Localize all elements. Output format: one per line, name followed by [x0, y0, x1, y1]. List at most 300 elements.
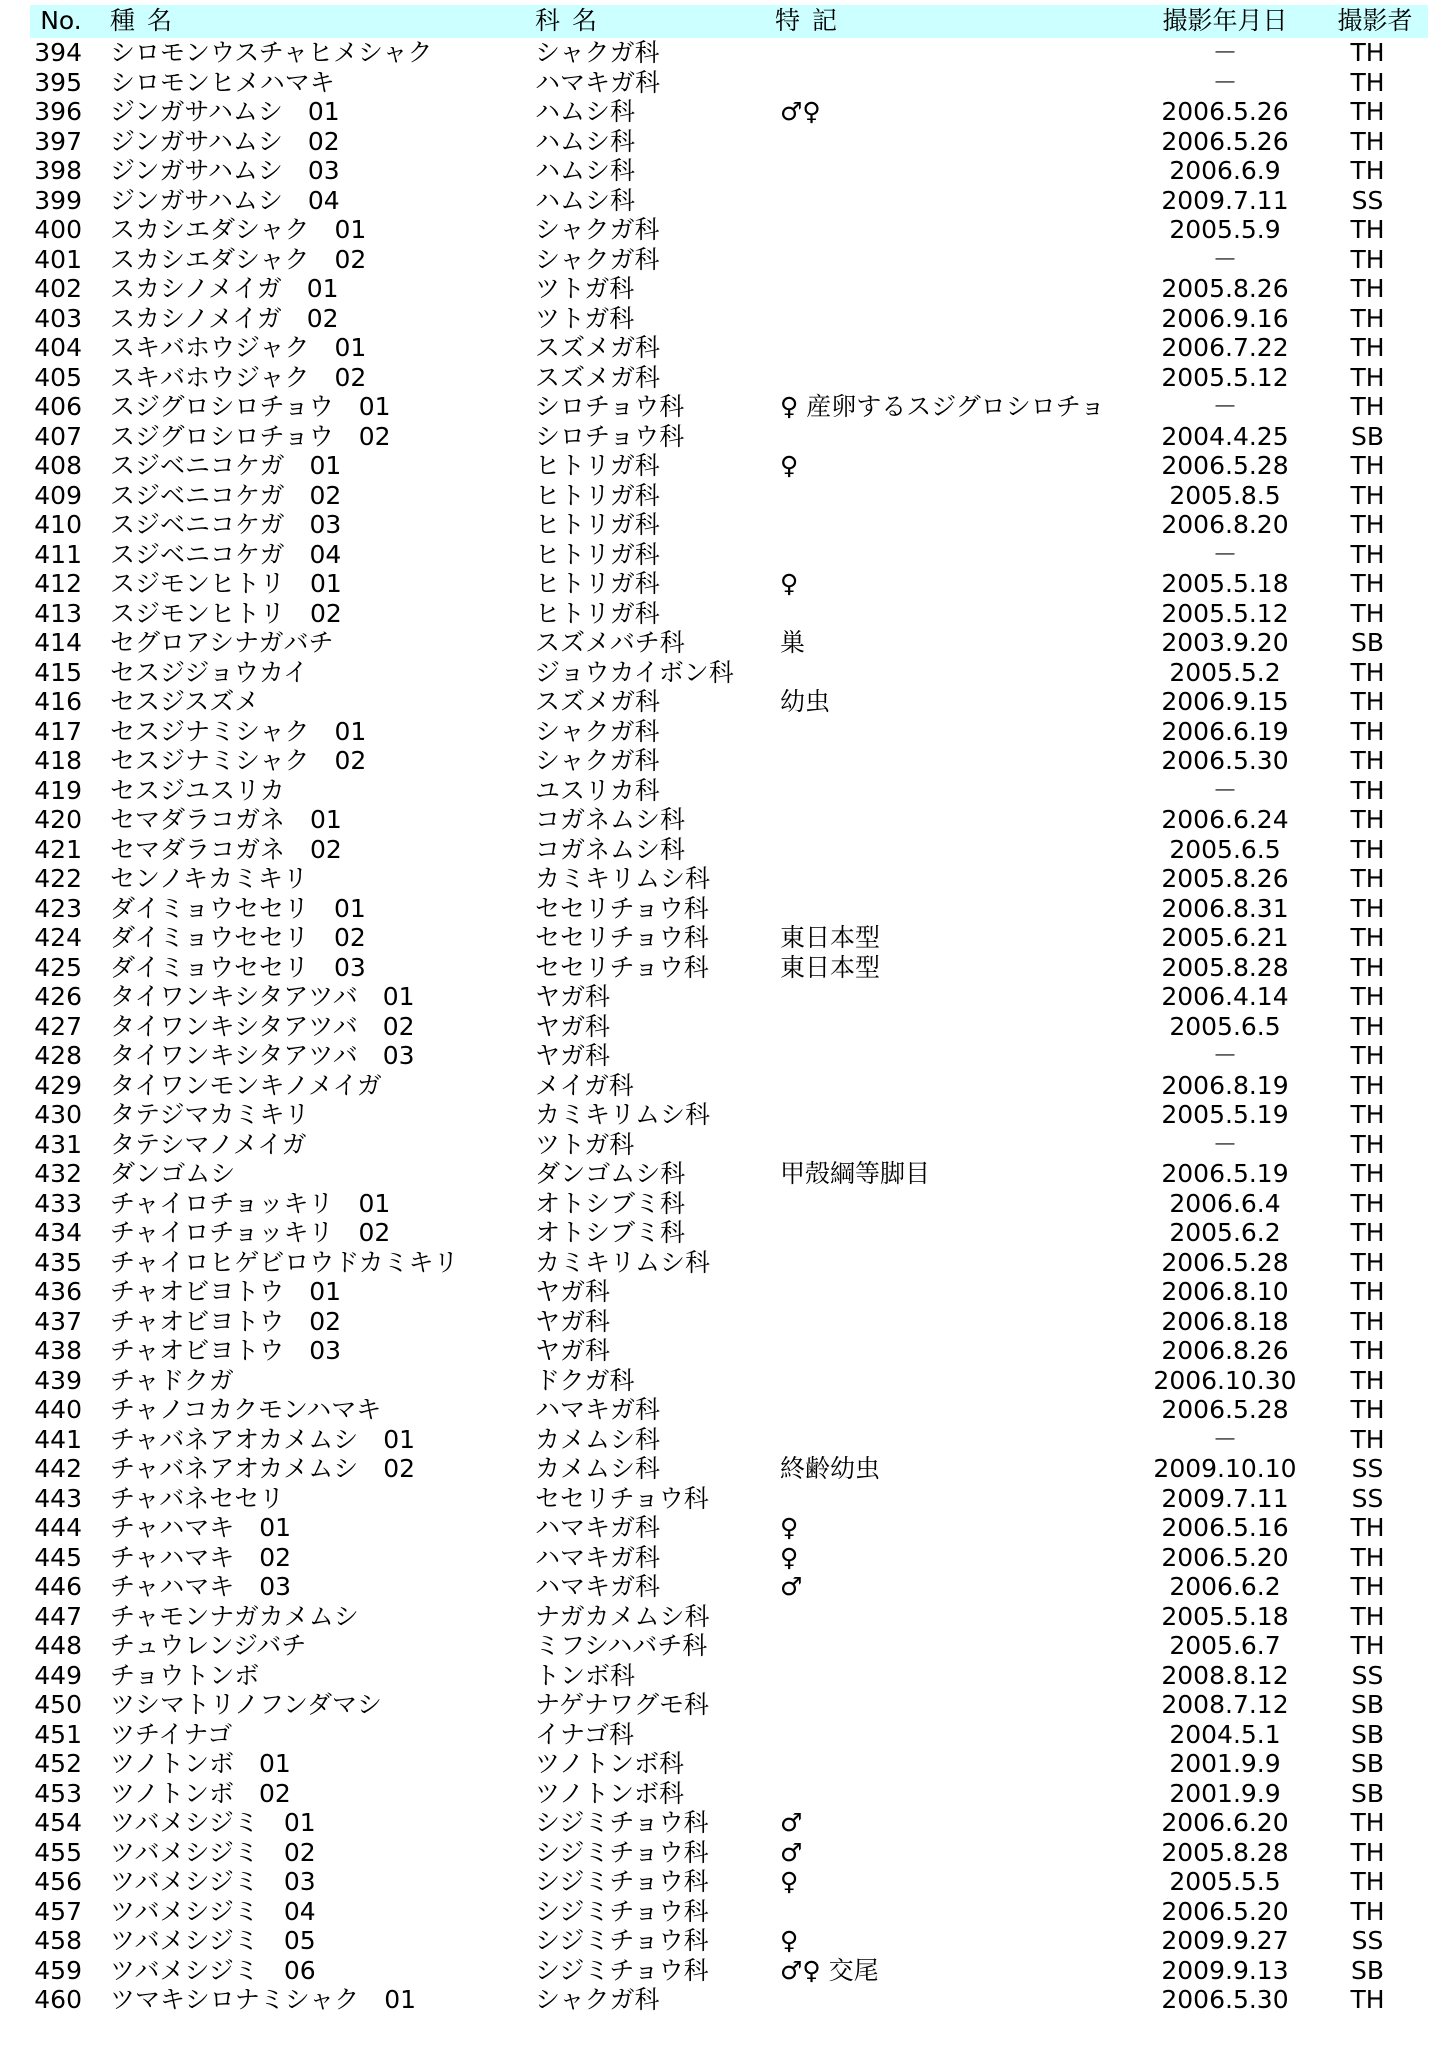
cell-species-name: ツバメシジミ 06	[110, 1955, 316, 1985]
cell-family: ツトガ科	[535, 274, 635, 303]
cell-no: 455	[34, 1837, 82, 1867]
cell-family: カミキリムシ科	[535, 1247, 711, 1277]
cell-photo-date: 2006.5.20	[1161, 1896, 1289, 1926]
cell-species-name: シロモンウスチャヒメシャク	[110, 38, 433, 67]
cell-photo-date: 2005.5.2	[1169, 657, 1281, 687]
cell-photo-date: 2001.9.9	[1169, 1778, 1281, 1808]
cell-photo-date: 2005.6.5	[1169, 1011, 1281, 1041]
cell-note: ♂♀	[780, 97, 821, 126]
cell-photo-date: 2004.4.25	[1161, 421, 1289, 451]
cell-family: スズメガ科	[535, 362, 661, 392]
cell-photographer: TH	[1350, 1011, 1385, 1041]
cell-photographer: TH	[1350, 451, 1385, 480]
cell-family: ヤガ科	[535, 1306, 611, 1336]
table-row	[0, 1484, 1433, 1514]
cell-family: オトシブミ科	[535, 1188, 686, 1218]
cell-family: ツノトンボ科	[535, 1778, 685, 1808]
cell-no: 444	[34, 1513, 82, 1542]
cell-species-name: タテジマカミキリ	[110, 1100, 310, 1129]
table-row	[0, 923, 1433, 953]
table-row	[0, 1425, 1433, 1455]
cell-no: 428	[34, 1041, 82, 1070]
cell-no: 421	[34, 834, 82, 864]
cell-no: 412	[34, 569, 82, 598]
cell-family: ツノトンボ科	[535, 1749, 685, 1778]
cell-family: ヤガ科	[535, 982, 611, 1011]
table-row	[0, 127, 1433, 157]
header-photo-date: 撮影年月日	[1162, 6, 1288, 35]
cell-species-name: セスジナミシャク 01	[110, 716, 367, 746]
cell-photographer: TH	[1350, 215, 1385, 244]
cell-no: 458	[34, 1926, 82, 1955]
cell-species-name: ツバメシジミ 05	[110, 1926, 316, 1955]
cell-photo-date: 2005.5.9	[1169, 215, 1281, 244]
header-species-name: 種名	[110, 6, 185, 35]
cell-species-name: ジンガサハムシ 02	[110, 126, 340, 156]
cell-photographer: TH	[1350, 1808, 1385, 1837]
cell-no: 452	[34, 1749, 82, 1778]
cell-photographer: TH	[1350, 1218, 1385, 1247]
cell-photographer: TH	[1350, 716, 1385, 746]
cell-no: 405	[34, 362, 82, 392]
cell-photo-date: 2006.6.4	[1169, 1188, 1281, 1218]
table-row	[0, 1897, 1433, 1927]
cell-species-name: セスジナミシャク 02	[110, 746, 367, 775]
table-row	[0, 1543, 1433, 1573]
cell-family: ミフシハバチ科	[535, 1631, 708, 1660]
cell-photographer: SB	[1350, 1749, 1385, 1778]
table-header	[30, 5, 1428, 38]
cell-species-name: チャドクガ	[110, 1365, 234, 1395]
table-row	[0, 1838, 1433, 1868]
cell-photographer: TH	[1350, 1867, 1385, 1896]
cell-species-name: セマダラコガネ 01	[110, 805, 342, 834]
cell-photo-date: －	[1212, 1041, 1238, 1070]
table-row	[0, 569, 1433, 599]
cell-photographer: TH	[1350, 1159, 1385, 1188]
cell-family: シロチョウ科	[535, 421, 685, 451]
cell-family: シャクガ科	[535, 1985, 660, 2014]
cell-no: 436	[34, 1277, 82, 1306]
cell-no: 408	[34, 451, 82, 480]
cell-no: 459	[34, 1955, 82, 1985]
cell-photographer: SB	[1350, 421, 1385, 451]
cell-species-name: ツバメシジミ 01	[110, 1808, 316, 1837]
cell-photo-date: －	[1212, 539, 1238, 569]
table-row	[0, 1661, 1433, 1691]
cell-photographer: TH	[1350, 1100, 1385, 1129]
cell-photo-date: 2001.9.9	[1169, 1749, 1281, 1778]
cell-photographer: TH	[1350, 38, 1385, 67]
cell-species-name: ダイミョウセセリ 01	[110, 893, 366, 923]
cell-species-name: スジグロシロチョウ 01	[110, 392, 391, 421]
cell-photographer: TH	[1350, 333, 1385, 362]
cell-species-name: タイワンキシタアツバ 01	[110, 982, 415, 1011]
cell-species-name: チャオビヨトウ 01	[110, 1277, 342, 1306]
cell-species-name: チャモンナガカメムシ	[110, 1601, 359, 1631]
cell-note: ♀	[780, 1867, 799, 1896]
cell-family: ヒトリガ科	[535, 510, 660, 539]
cell-no: 445	[34, 1542, 82, 1572]
table-row	[0, 1159, 1433, 1189]
cell-family: ハマキガ科	[535, 1542, 661, 1572]
cell-photo-date: 2006.10.30	[1153, 1365, 1297, 1395]
cell-family: カメムシ科	[535, 1424, 661, 1454]
cell-photographer: TH	[1350, 1336, 1385, 1365]
cell-note: ♀	[780, 1513, 799, 1542]
cell-photo-date: －	[1212, 67, 1238, 97]
cell-species-name: ツバメシジミ 02	[110, 1837, 316, 1867]
cell-no: 442	[34, 1454, 82, 1483]
cell-note: ♂	[780, 1837, 803, 1867]
cell-photo-date: 2005.8.26	[1161, 864, 1289, 893]
cell-photo-date: 2006.9.15	[1161, 687, 1289, 716]
cell-species-name: スカシノメイガ 02	[110, 303, 339, 333]
table-row	[0, 97, 1433, 127]
cell-photographer: TH	[1350, 1041, 1385, 1070]
cell-note: ♀	[780, 569, 799, 598]
cell-photographer: TH	[1350, 1306, 1385, 1336]
table-row	[0, 1631, 1433, 1661]
cell-no: 431	[34, 1129, 82, 1159]
cell-photo-date: 2005.8.28	[1161, 1837, 1289, 1867]
cell-photographer: TH	[1350, 1837, 1385, 1867]
cell-family: ヤガ科	[535, 1277, 611, 1306]
table-row	[0, 982, 1433, 1012]
cell-photographer: TH	[1350, 1277, 1385, 1306]
cell-no: 447	[34, 1601, 82, 1631]
cell-photo-date: 2006.5.19	[1161, 1159, 1289, 1188]
cell-note: 幼虫	[780, 687, 831, 716]
cell-no: 397	[34, 126, 82, 156]
table-row	[0, 746, 1433, 776]
cell-photographer: TH	[1350, 1601, 1385, 1631]
cell-photo-date: 2006.6.9	[1169, 156, 1281, 185]
cell-photo-date: 2008.7.12	[1161, 1690, 1289, 1719]
table-row	[0, 1189, 1433, 1219]
header-no: No.	[40, 6, 82, 35]
cell-no: 432	[34, 1159, 82, 1188]
table-row	[0, 599, 1433, 629]
cell-photo-date: －	[1212, 392, 1238, 421]
cell-photographer: TH	[1350, 362, 1385, 392]
cell-family: コガネムシ科	[535, 805, 686, 834]
cell-species-name: チョウトンボ	[110, 1660, 260, 1690]
cell-no: 457	[34, 1896, 82, 1926]
table-row	[0, 864, 1433, 894]
cell-photographer: TH	[1350, 480, 1385, 510]
table-row	[0, 1100, 1433, 1130]
table-row	[0, 1336, 1433, 1366]
table-row	[0, 1985, 1433, 2015]
cell-species-name: チャオビヨトウ 02	[110, 1306, 342, 1336]
cell-photographer: SB	[1350, 1690, 1385, 1719]
header-note: 特記	[775, 6, 850, 35]
cell-note: ♂	[780, 1572, 803, 1601]
cell-family: セセリチョウ科	[535, 893, 709, 923]
table-row	[0, 1956, 1433, 1986]
cell-photo-date: 2006.5.16	[1161, 1513, 1289, 1542]
cell-family: カメムシ科	[535, 1454, 661, 1483]
cell-photo-date: －	[1212, 1129, 1238, 1159]
table-row	[0, 1513, 1433, 1543]
cell-photographer: TH	[1350, 1395, 1385, 1424]
cell-photo-date: 2006.5.20	[1161, 1542, 1289, 1572]
cell-photographer: TH	[1350, 274, 1385, 303]
cell-photo-date: 2005.5.19	[1161, 1100, 1289, 1129]
cell-family: スズメガ科	[535, 687, 661, 716]
cell-note: ♀	[780, 1542, 799, 1572]
cell-photographer: TH	[1350, 1896, 1385, 1926]
cell-no: 411	[34, 539, 82, 569]
cell-photographer: TH	[1350, 303, 1385, 333]
cell-species-name: スカシノメイガ 01	[110, 274, 339, 303]
cell-photographer: TH	[1350, 510, 1385, 539]
cell-species-name: チャバネアオカメムシ 02	[110, 1454, 416, 1483]
table-row	[0, 1395, 1433, 1425]
cell-species-name: スキバホウジャク 01	[110, 333, 367, 362]
cell-photographer: TH	[1350, 893, 1385, 923]
cell-photographer: TH	[1350, 97, 1385, 126]
cell-photo-date: 2006.8.26	[1161, 1336, 1289, 1365]
cell-no: 414	[34, 628, 82, 657]
table-row	[0, 186, 1433, 216]
cell-family: ツトガ科	[535, 1129, 635, 1159]
cell-family: シロチョウ科	[535, 392, 685, 421]
cell-no: 396	[34, 97, 82, 126]
cell-no: 440	[34, 1395, 82, 1424]
cell-species-name: チュウレンジバチ	[110, 1631, 307, 1660]
cell-photo-date: 2005.8.28	[1161, 952, 1289, 982]
cell-photo-date: 2006.8.31	[1161, 893, 1289, 923]
cell-photo-date: 2006.5.28	[1161, 1247, 1289, 1277]
cell-no: 439	[34, 1365, 82, 1395]
table-row	[0, 510, 1433, 540]
cell-family: コガネムシ科	[535, 834, 686, 864]
cell-no: 434	[34, 1218, 82, 1247]
cell-note: 東日本型	[780, 952, 881, 982]
cell-photographer: SB	[1350, 1719, 1385, 1749]
table-row	[0, 717, 1433, 747]
cell-species-name: センノキカミキリ	[110, 864, 309, 893]
cell-species-name: タイワンキシタアツバ 03	[110, 1041, 415, 1070]
table-row	[0, 1454, 1433, 1484]
cell-species-name: タイワンモンキノメイガ	[110, 1070, 382, 1100]
table-row	[0, 1808, 1433, 1838]
cell-no: 415	[34, 657, 82, 687]
cell-family: ハムシ科	[535, 185, 636, 215]
cell-no: 402	[34, 274, 82, 303]
table-row	[0, 776, 1433, 806]
cell-family: ジョウカイボン科	[535, 657, 734, 687]
cell-no: 401	[34, 244, 82, 274]
cell-no: 446	[34, 1572, 82, 1601]
cell-species-name: ジンガサハムシ 04	[110, 185, 340, 215]
cell-photo-date: 2006.8.18	[1161, 1306, 1289, 1336]
cell-family: メイガ科	[535, 1070, 634, 1100]
cell-photographer: TH	[1350, 67, 1385, 97]
cell-no: 429	[34, 1070, 82, 1100]
cell-photo-date: 2005.5.18	[1161, 569, 1289, 598]
cell-family: ナゲナワグモ科	[535, 1690, 710, 1719]
cell-photo-date: 2005.5.5	[1169, 1867, 1281, 1896]
cell-family: ハムシ科	[535, 126, 636, 156]
cell-species-name: チャハマキ 01	[110, 1513, 292, 1542]
table-row	[0, 1071, 1433, 1101]
cell-no: 403	[34, 303, 82, 333]
cell-photo-date: 2005.8.26	[1161, 274, 1289, 303]
cell-photo-date: 2005.8.5	[1169, 480, 1281, 510]
cell-no: 456	[34, 1867, 82, 1896]
cell-species-name: セスジユスリカ	[110, 775, 285, 805]
cell-family: オトシブミ科	[535, 1218, 686, 1247]
table-row	[0, 1926, 1433, 1956]
cell-no: 426	[34, 982, 82, 1011]
cell-family: ヒトリガ科	[535, 598, 660, 628]
cell-no: 449	[34, 1660, 82, 1690]
cell-family: トンボ科	[535, 1660, 636, 1690]
cell-note: ♀	[780, 1926, 799, 1955]
cell-species-name: チャイロチョッキリ 02	[110, 1218, 391, 1247]
cell-photographer: SB	[1350, 1955, 1385, 1985]
cell-species-name: タテシマノメイガ	[110, 1129, 307, 1159]
cell-species-name: ツシマトリノフンダマシ	[110, 1690, 383, 1719]
table-row	[0, 1690, 1433, 1720]
table-row	[0, 304, 1433, 334]
cell-no: 416	[34, 687, 82, 716]
cell-family: シャクガ科	[535, 716, 660, 746]
cell-photographer: TH	[1350, 1985, 1385, 2014]
table-row	[0, 245, 1433, 275]
cell-species-name: ツノトンボ 02	[110, 1778, 291, 1808]
cell-photographer: TH	[1350, 1247, 1385, 1277]
cell-species-name: スジベニコケガ 02	[110, 480, 342, 510]
cell-family: ハマキガ科	[535, 1513, 661, 1542]
cell-no: 404	[34, 333, 82, 362]
cell-no: 417	[34, 716, 82, 746]
cell-no: 422	[34, 864, 82, 893]
cell-photographer: TH	[1350, 687, 1385, 716]
cell-photo-date: 2005.5.18	[1161, 1601, 1289, 1631]
header-photographer: 撮影者	[1337, 6, 1413, 35]
cell-family: ハマキガ科	[535, 1395, 661, 1424]
cell-photo-date: 2005.6.21	[1161, 923, 1289, 952]
cell-photo-date: 2009.7.11	[1161, 1483, 1289, 1513]
cell-no: 398	[34, 156, 82, 185]
cell-species-name: チャイロヒゲビロウドカミキリ	[110, 1247, 459, 1277]
cell-no: 441	[34, 1424, 82, 1454]
table-row	[0, 1277, 1433, 1307]
cell-note: 終齢幼虫	[780, 1454, 881, 1483]
cell-species-name: スジモンヒトリ 02	[110, 598, 342, 628]
cell-family: シジミチョウ科	[535, 1867, 709, 1896]
cell-species-name: チャバネアオカメムシ 01	[110, 1424, 416, 1454]
cell-photographer: SS	[1351, 1926, 1384, 1955]
cell-photo-date: 2009.9.27	[1161, 1926, 1289, 1955]
cell-photo-date: 2008.8.12	[1161, 1660, 1289, 1690]
cell-species-name: スカシエダシャク 02	[110, 244, 367, 274]
cell-no: 399	[34, 185, 82, 215]
cell-species-name: ジンガサハムシ 03	[110, 156, 340, 185]
cell-species-name: ツバメシジミ 03	[110, 1867, 316, 1896]
cell-no: 460	[34, 1985, 82, 2014]
cell-no: 453	[34, 1778, 82, 1808]
cell-photo-date: 2006.6.19	[1161, 716, 1289, 746]
cell-photo-date: 2003.9.20	[1161, 628, 1289, 657]
table-row	[0, 1366, 1433, 1396]
cell-species-name: セマダラコガネ 02	[110, 834, 342, 864]
table-row	[0, 1779, 1433, 1809]
cell-photo-date: 2004.5.1	[1169, 1719, 1281, 1749]
cell-species-name: チャノコカクモンハマキ	[110, 1395, 382, 1424]
cell-species-name: セグロアシナガバチ	[110, 628, 334, 657]
cell-family: ヒトリガ科	[535, 569, 660, 598]
cell-photo-date: 2006.6.24	[1161, 805, 1289, 834]
cell-family: ダンゴムシ科	[535, 1159, 686, 1188]
cell-photo-date: 2005.6.2	[1169, 1218, 1281, 1247]
cell-photographer: TH	[1350, 775, 1385, 805]
table-row	[0, 658, 1433, 688]
cell-species-name: ツノトンボ 01	[110, 1749, 291, 1778]
cell-photographer: TH	[1350, 244, 1385, 274]
cell-photo-date: 2006.8.19	[1161, 1070, 1289, 1100]
table-row	[0, 68, 1433, 98]
table-row	[0, 392, 1433, 422]
table-row	[0, 481, 1433, 511]
cell-family: カミキリムシ科	[535, 1100, 711, 1129]
cell-photo-date: 2006.4.14	[1161, 982, 1289, 1011]
cell-photographer: TH	[1350, 1070, 1385, 1100]
cell-no: 427	[34, 1011, 82, 1041]
cell-no: 407	[34, 421, 82, 451]
cell-no: 454	[34, 1808, 82, 1837]
cell-photo-date: 2006.8.20	[1161, 510, 1289, 539]
cell-photographer: TH	[1350, 805, 1385, 834]
cell-photographer: TH	[1350, 1424, 1385, 1454]
table-row	[0, 1130, 1433, 1160]
cell-photographer: TH	[1350, 1631, 1385, 1660]
table-row	[0, 1307, 1433, 1337]
cell-photo-date: 2006.9.16	[1161, 303, 1289, 333]
cell-species-name: タイワンキシタアツバ 02	[110, 1011, 415, 1041]
table-row	[0, 422, 1433, 452]
cell-photo-date: 2006.8.10	[1161, 1277, 1289, 1306]
table-row	[0, 953, 1433, 983]
cell-photo-date: －	[1212, 775, 1238, 805]
cell-photo-date: －	[1212, 38, 1238, 67]
cell-family: シジミチョウ科	[535, 1955, 709, 1985]
cell-family: シャクガ科	[535, 38, 660, 67]
cell-no: 435	[34, 1247, 82, 1277]
cell-photo-date: 2006.5.28	[1161, 451, 1289, 480]
cell-photographer: TH	[1350, 598, 1385, 628]
cell-note: 東日本型	[780, 923, 881, 952]
cell-family: ヒトリガ科	[535, 539, 660, 569]
cell-photographer: SB	[1350, 1778, 1385, 1808]
cell-photographer: TH	[1350, 952, 1385, 982]
table-row	[0, 805, 1433, 835]
cell-family: ヤガ科	[535, 1336, 611, 1365]
table-row	[0, 1602, 1433, 1632]
cell-no: 450	[34, 1690, 82, 1719]
cell-photo-date: 2005.5.12	[1161, 598, 1289, 628]
cell-photographer: TH	[1350, 126, 1385, 156]
cell-family: スズメバチ科	[535, 628, 685, 657]
table-row	[0, 363, 1433, 393]
cell-no: 409	[34, 480, 82, 510]
cell-no: 451	[34, 1719, 82, 1749]
cell-note: 甲殻綱等脚目	[780, 1159, 931, 1188]
